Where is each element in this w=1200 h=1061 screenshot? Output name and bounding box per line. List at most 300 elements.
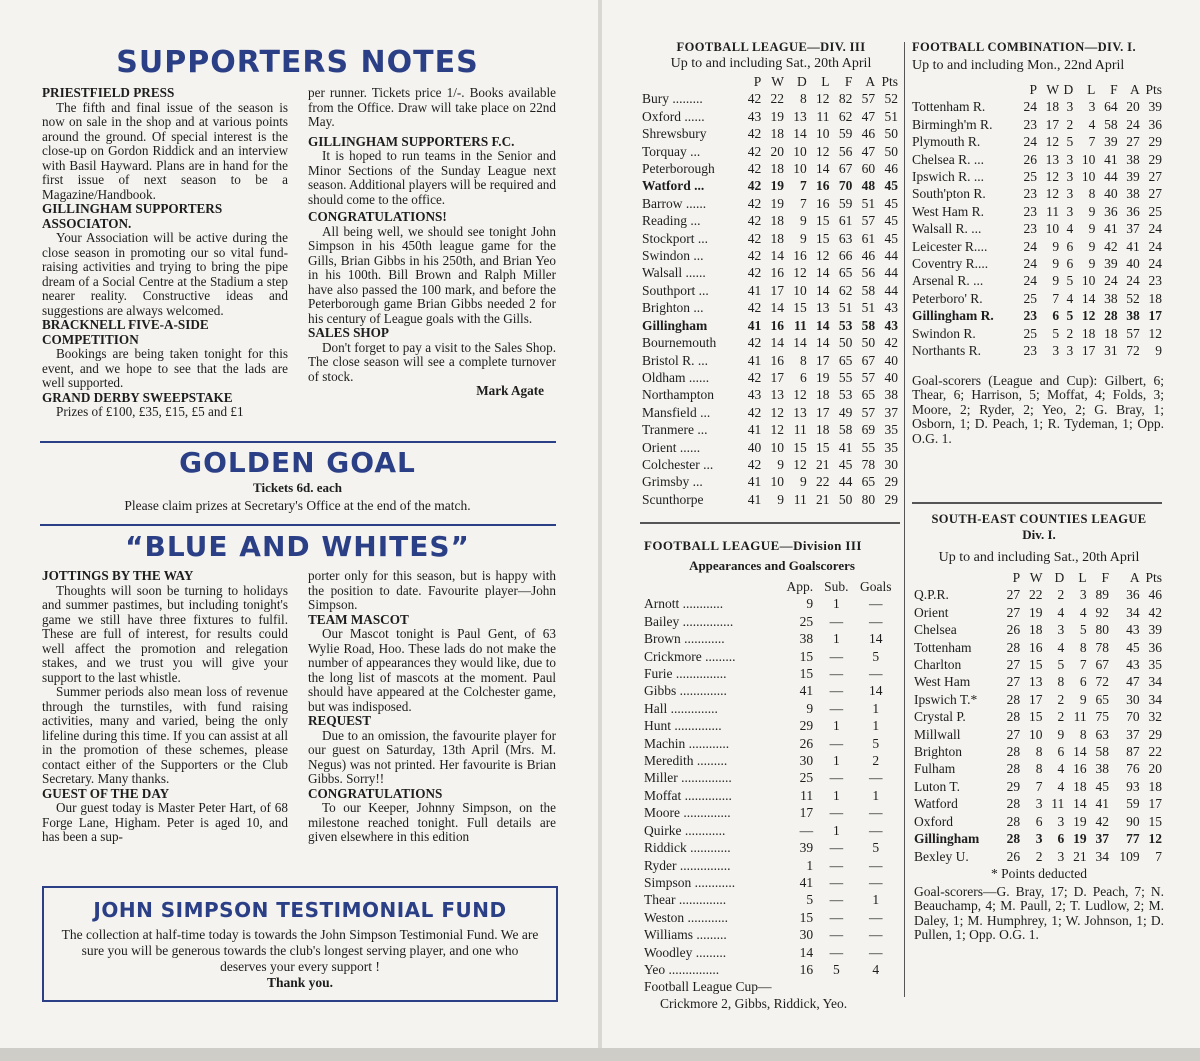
goals-count: —	[869, 822, 883, 838]
leader-dots: ............	[691, 874, 736, 890]
stat-p: 24	[1023, 99, 1037, 115]
stat-w: 10	[1029, 726, 1043, 742]
player-cell	[644, 717, 773, 734]
stat-d: 13	[793, 404, 807, 420]
stat-f: 51	[838, 300, 853, 316]
player-row	[644, 682, 898, 699]
stat-f: 40	[1104, 186, 1118, 202]
div3-subtitle: Up to and including Sat., 20th April	[670, 56, 872, 71]
stat-l: 6	[1079, 674, 1087, 690]
team-name	[642, 299, 738, 316]
col-p: P	[753, 74, 762, 89]
stat-p: 42	[747, 143, 762, 159]
player-name: Riddick	[644, 840, 687, 856]
stat-a: 51	[861, 195, 876, 211]
team-name: Charlton	[914, 657, 962, 673]
appearances-count: 15	[799, 648, 814, 664]
stat-p: 42	[747, 265, 762, 281]
player-cell	[644, 857, 773, 874]
stat-f: 41	[838, 439, 853, 455]
stat-f: 65	[1095, 691, 1110, 707]
leader-dots: ...	[694, 422, 708, 438]
div3-header-row	[642, 73, 898, 90]
stat-l: 11	[1073, 709, 1087, 725]
southeast-scorers: Goal-scorers—G. Bray, 17; D. Peach, 7; N. Beauchamp, 4; M. Paull, 2; T. Ludlow, 2; M. Daley, 1; M. Humphrey, 1; W. Johnson, 1; D. Pullen, 1; Opp. O.G. 1.	[914, 883, 1164, 943]
team-name	[642, 352, 738, 369]
div3-row	[642, 143, 898, 160]
team-label: Scunthorpe	[642, 491, 704, 507]
stat-f: 39	[1104, 256, 1118, 272]
goals-count: 14	[869, 683, 883, 699]
stat-pts: 24	[1148, 238, 1162, 254]
player-cell	[644, 630, 773, 647]
team-name: Millwall	[914, 726, 961, 742]
sub-count: —	[829, 700, 844, 716]
stat-d: 3	[1066, 203, 1074, 219]
stat-a: 37	[1126, 726, 1140, 742]
div3-title: FOOTBALL LEAGUE—DIV. III	[676, 40, 866, 54]
team-name	[642, 195, 738, 212]
goals-count: —	[869, 666, 883, 682]
stat-w: 19	[770, 178, 784, 194]
sub-count: 1	[832, 596, 840, 612]
stat-f: 36	[1104, 203, 1118, 219]
stat-d: 9	[800, 213, 807, 229]
appearances-count: 9	[806, 700, 814, 716]
stat-f: 58	[1104, 116, 1118, 132]
player-cell	[644, 648, 773, 665]
southeast-row	[914, 726, 1162, 743]
team-name	[642, 247, 738, 264]
stat-a: 47	[861, 143, 876, 159]
stat-p: 28	[1006, 709, 1021, 725]
player-row	[644, 804, 898, 821]
derby-text: Prizes of £100, £35, £15, £5 and £1	[56, 404, 244, 419]
congrats-heading: CONGRATULATIONS!	[308, 209, 447, 224]
sub-count: —	[829, 840, 844, 856]
div3-row	[642, 264, 898, 281]
stat-a: 60	[861, 161, 876, 177]
stat-l: 15	[816, 213, 830, 229]
leader-dots: ..............	[667, 700, 718, 716]
team-name: Walsall R. ...	[912, 221, 982, 237]
jottings-text-1: Thoughts will soon be turning to holidays and summer pastimes, but including tonight's game we still have three fixtures to fulfil. These are full of interest, for results could well affect the promotion and relegation stakes, and we trust you will give your support to the last whistle.	[42, 582, 288, 685]
stat-d: 2	[1057, 691, 1065, 707]
team-name: Orient	[914, 604, 949, 620]
stat-a: 78	[861, 456, 876, 472]
stat-f: 55	[838, 369, 853, 385]
player-row	[644, 613, 898, 630]
stat-d: 4	[1057, 604, 1065, 620]
stat-d: 4	[1057, 639, 1065, 655]
player-name: Brown	[644, 631, 681, 647]
stat-pts: 44	[884, 265, 898, 281]
goals-count: 5	[872, 735, 880, 751]
player-row	[644, 822, 898, 839]
leader-dots: .........	[693, 753, 728, 769]
southeast-row	[914, 848, 1162, 865]
stat-p: 28	[1006, 744, 1021, 760]
stat-w: 8	[1035, 761, 1043, 777]
stat-a: 46	[861, 248, 876, 264]
stat-l: 16	[816, 195, 830, 211]
congratulations-text: To our Keeper, Johnny Simpson, on the milestone reached tonight. Full details are given elsewhere in this edition	[308, 800, 556, 844]
leader-dots: ..............	[676, 683, 727, 699]
sub-count: —	[829, 944, 844, 960]
stat-a: 45	[1126, 639, 1140, 655]
stat-w: 22	[1029, 587, 1043, 603]
goals-count: —	[869, 613, 883, 629]
combination-section	[912, 40, 1164, 446]
southeast-table	[914, 569, 1162, 865]
div3-row	[642, 160, 898, 177]
stat-d: 8	[800, 352, 807, 368]
jottings-text-2: Summer periods also mean loss of revenue through the turnstiles, with fund raising activities, many and varied, being the only lifeline during this time. If you can assist at all in the promotion of these schemes, please contact either of the Supporters or the Club Secretary. Many thanks.	[42, 684, 288, 786]
southeast-row	[914, 760, 1162, 777]
blue-whites-col-2	[308, 569, 556, 845]
stat-p: 42	[747, 369, 762, 385]
player-row	[644, 648, 898, 665]
stat-f: 65	[838, 265, 853, 281]
team-name	[642, 404, 738, 421]
stat-f: 45	[1095, 778, 1110, 794]
team-name: Chelsea	[914, 622, 957, 638]
appearances-count: 26	[799, 735, 814, 751]
div3-row	[642, 108, 898, 125]
player-cell	[644, 613, 773, 630]
stat-pts: 45	[884, 195, 898, 211]
div3-bottom-rule	[640, 522, 900, 524]
stat-l: 18	[816, 387, 830, 403]
appearances-section	[644, 538, 900, 1012]
team-name: Plymouth R.	[912, 134, 981, 150]
div3-section	[642, 40, 900, 508]
div3-table	[642, 73, 898, 508]
player-row	[644, 735, 898, 752]
stat-f: 41	[1095, 796, 1110, 812]
leader-dots: ...	[696, 404, 711, 420]
page-fold	[598, 0, 602, 1061]
player-row	[644, 926, 898, 943]
stat-l: 15	[816, 439, 830, 455]
stat-d: 14	[793, 335, 807, 351]
stat-d: 3	[1057, 848, 1065, 864]
leader-dots: ...............	[672, 666, 727, 682]
stat-f: 82	[838, 91, 853, 107]
stat-w: 13	[1045, 151, 1060, 167]
leader-dots: ............	[686, 840, 731, 856]
combination-row	[912, 203, 1162, 220]
stat-p: 25	[1023, 290, 1037, 306]
player-cell	[644, 909, 773, 926]
stat-pts: 35	[884, 439, 898, 455]
stat-w: 22	[770, 91, 784, 107]
col-d: D	[1054, 570, 1065, 585]
stat-d: 3	[1057, 813, 1065, 829]
stat-l: 8	[1079, 639, 1087, 655]
stat-a: 76	[1126, 761, 1140, 777]
col-pts: Pts	[881, 74, 898, 89]
team-name: Chelsea R. ...	[912, 151, 984, 167]
team-label: Brighton	[642, 300, 691, 316]
stat-d: 12	[793, 387, 807, 403]
stat-pts: 38	[884, 387, 898, 403]
col-goals: Goals	[860, 579, 892, 594]
appearances-count: 17	[799, 805, 814, 821]
bracknell-text: Bookings are being taken tonight for this event, and we hope to see that the lads are well supported.	[42, 346, 288, 390]
combination-bottom-rule	[912, 502, 1162, 504]
stat-l: 17	[816, 352, 830, 368]
team-name: Swindon R.	[912, 325, 976, 341]
stat-w: 14	[770, 248, 784, 264]
stat-l: 16	[1073, 761, 1087, 777]
goals-count: 1	[872, 892, 880, 908]
stat-a: 57	[1126, 325, 1140, 341]
stat-p: 28	[1006, 831, 1021, 847]
team-label: Northampton	[642, 387, 714, 403]
stat-f: 42	[1095, 813, 1110, 829]
team-name	[642, 282, 738, 299]
stat-a: 80	[861, 491, 876, 507]
stat-pts: 29	[1148, 134, 1162, 150]
appearances-count: 30	[799, 927, 814, 943]
leader-dots: ......	[682, 265, 706, 281]
stat-l: 10	[1081, 169, 1096, 185]
stat-l: 7	[1088, 134, 1096, 150]
leader-dots: ...	[687, 213, 701, 229]
stat-w: 12	[770, 404, 784, 420]
sub-count: —	[829, 735, 844, 751]
player-row	[644, 752, 898, 769]
priestfield-heading: PRIESTFIELD PRESS	[42, 85, 175, 100]
stat-d: 3	[1066, 99, 1074, 115]
sub-count: 1	[832, 787, 840, 803]
player-row	[644, 630, 898, 647]
stat-a: 59	[1126, 796, 1140, 812]
stat-d: 11	[793, 422, 807, 438]
bottom-edge	[0, 1048, 1200, 1061]
stat-a: 30	[1126, 691, 1140, 707]
sub-count: 1	[832, 753, 840, 769]
stat-pts: 43	[884, 300, 898, 316]
sub-count: 5	[832, 961, 840, 977]
team-label: Southport	[642, 282, 696, 298]
team-name: Coventry R....	[912, 256, 989, 272]
player-cell	[644, 787, 773, 804]
team-label: Oldham	[642, 369, 686, 385]
appearances-count: —	[799, 822, 814, 838]
stat-f: 28	[1104, 308, 1118, 324]
leader-dots: ............	[685, 735, 730, 751]
leader-dots: .........	[701, 648, 736, 664]
team-name	[642, 125, 738, 142]
player-name: Moffat	[644, 787, 682, 803]
combination-row	[912, 325, 1162, 342]
sub-count: —	[829, 666, 844, 682]
stat-a: 90	[1126, 813, 1140, 829]
team-name: Watford	[914, 796, 958, 812]
stat-pts: 24	[1148, 256, 1162, 272]
supporters-col-2	[308, 86, 556, 399]
stat-a: 57	[861, 213, 876, 229]
stat-pts: 30	[884, 456, 898, 472]
player-row	[644, 700, 898, 717]
stat-w: 6	[1035, 813, 1043, 829]
stat-l: 18	[1081, 325, 1096, 341]
stat-d: 2	[1057, 709, 1065, 725]
stat-p: 41	[747, 422, 762, 438]
team-name: Leicester R....	[912, 238, 988, 254]
stat-w: 12	[770, 422, 784, 438]
leader-dots: ..............	[675, 892, 727, 908]
divider-1	[40, 441, 556, 443]
leader-dots: ...	[690, 300, 704, 316]
stat-pts: 40	[884, 369, 898, 385]
stat-p: 24	[1023, 134, 1037, 150]
stat-p: 43	[747, 387, 762, 403]
stat-pts: 43	[884, 317, 898, 333]
goals-count: —	[869, 909, 883, 925]
team-name: Brighton	[914, 744, 963, 760]
stat-l: 19	[1073, 813, 1087, 829]
appearances-count: 11	[800, 787, 814, 803]
stat-d: 8	[1057, 674, 1065, 690]
col-f: F	[1101, 570, 1110, 585]
leader-dots: ......	[685, 369, 710, 385]
stat-f: 62	[838, 282, 853, 298]
stat-pts: 34	[1148, 691, 1162, 707]
stat-d: 11	[793, 491, 807, 507]
stat-a: 37	[1126, 221, 1140, 237]
div3-row	[642, 90, 898, 107]
stat-l: 12	[816, 143, 830, 159]
stat-p: 43	[747, 108, 762, 124]
goals-count: 2	[872, 753, 880, 769]
stat-l: 3	[1088, 99, 1096, 115]
stat-w: 18	[1045, 99, 1060, 115]
stat-pts: 18	[1148, 778, 1162, 794]
combination-subtitle: Up to and including Mon., 22nd April	[912, 58, 1125, 73]
player-name: Hunt	[644, 718, 671, 734]
stat-d: 3	[1066, 343, 1074, 359]
stat-pts: 32	[1148, 709, 1162, 725]
combination-row	[912, 98, 1162, 115]
col-l: L	[1078, 570, 1087, 585]
player-row	[644, 787, 898, 804]
blue-whites-col-1	[42, 569, 288, 845]
team-name: Bexley U.	[914, 848, 969, 864]
southeast-row	[914, 656, 1162, 673]
player-cell	[644, 944, 773, 961]
stat-f: 89	[1095, 587, 1110, 603]
stat-a: 39	[1126, 169, 1140, 185]
stat-pts: 45	[884, 178, 898, 194]
player-row	[644, 857, 898, 874]
stat-l: 7	[1079, 657, 1087, 673]
stat-d: 7	[800, 178, 807, 194]
div3-row	[642, 421, 898, 438]
sub-count: —	[829, 613, 844, 629]
gsfc-heading: GILLINGHAM SUPPORTERS F.C.	[308, 133, 515, 149]
player-row	[644, 769, 898, 786]
stat-d: 4	[1066, 221, 1074, 237]
stat-f: 41	[1104, 151, 1118, 167]
stat-a: 58	[861, 282, 876, 298]
stat-pts: 45	[884, 213, 898, 229]
stat-f: 53	[838, 317, 853, 333]
stat-l: 3	[1079, 587, 1087, 603]
appearances-count: 29	[799, 718, 814, 734]
leader-dots: ...	[699, 456, 714, 472]
stat-a: 34	[1126, 604, 1140, 620]
goals-count: —	[869, 770, 883, 786]
stat-l: 14	[816, 282, 830, 298]
sub-count: —	[829, 909, 844, 925]
player-name: Yeo	[644, 961, 666, 977]
southeast-row	[914, 673, 1162, 690]
stat-d: 16	[793, 248, 807, 264]
stat-a: 20	[1126, 99, 1140, 115]
stat-l: 14	[816, 161, 830, 177]
div3-row	[642, 212, 898, 229]
sub-count: —	[829, 857, 844, 873]
sales-heading: SALES SHOP	[308, 325, 389, 340]
team-name: Crystal P.	[914, 709, 966, 725]
col-f: F	[844, 74, 853, 89]
appearances-count: 25	[799, 770, 814, 786]
stat-pts: 25	[1148, 203, 1162, 219]
stat-p: 23	[1023, 203, 1037, 219]
stat-pts: 44	[884, 282, 898, 298]
sub-count: 1	[832, 631, 840, 647]
stat-pts: 39	[1148, 99, 1162, 115]
stat-l: 9	[1088, 203, 1096, 219]
col-d: D	[797, 74, 807, 89]
leader-dots: ............	[681, 822, 726, 838]
stat-d: 9	[800, 230, 807, 246]
stat-d: 11	[1051, 796, 1065, 812]
stat-f: 56	[838, 143, 853, 159]
stat-p: 23	[1023, 116, 1037, 132]
goals-count: —	[869, 927, 883, 943]
team-name	[642, 160, 738, 177]
stat-w: 5	[1052, 325, 1060, 341]
sub-count: —	[829, 805, 844, 821]
appearances-title: FOOTBALL LEAGUE—Division III	[644, 538, 862, 553]
combination-row	[912, 272, 1162, 289]
stat-a: 36	[1126, 203, 1140, 219]
stat-a: 52	[1126, 290, 1140, 306]
southeast-row	[914, 604, 1162, 621]
team-name	[642, 439, 738, 456]
golden-goal-claim: Please claim prizes at Secretary's Office at the end of the match.	[124, 498, 471, 513]
col-p: P	[1029, 82, 1037, 97]
stat-w: 19	[770, 108, 784, 124]
player-name: Arnott	[644, 596, 680, 612]
stat-w: 10	[770, 474, 784, 490]
stat-d: 2	[1057, 587, 1065, 603]
stat-w: 17	[770, 369, 784, 385]
stat-d: 8	[800, 91, 807, 107]
stat-a: 47	[861, 108, 876, 124]
stat-l: 13	[816, 300, 830, 316]
guest-heading: GUEST OF THE DAY	[42, 785, 170, 801]
stat-a: 38	[1126, 308, 1140, 324]
stat-d: 3	[1066, 186, 1074, 202]
player-row	[644, 961, 898, 978]
stat-w: 17	[1029, 691, 1043, 707]
stat-f: 63	[838, 230, 853, 246]
